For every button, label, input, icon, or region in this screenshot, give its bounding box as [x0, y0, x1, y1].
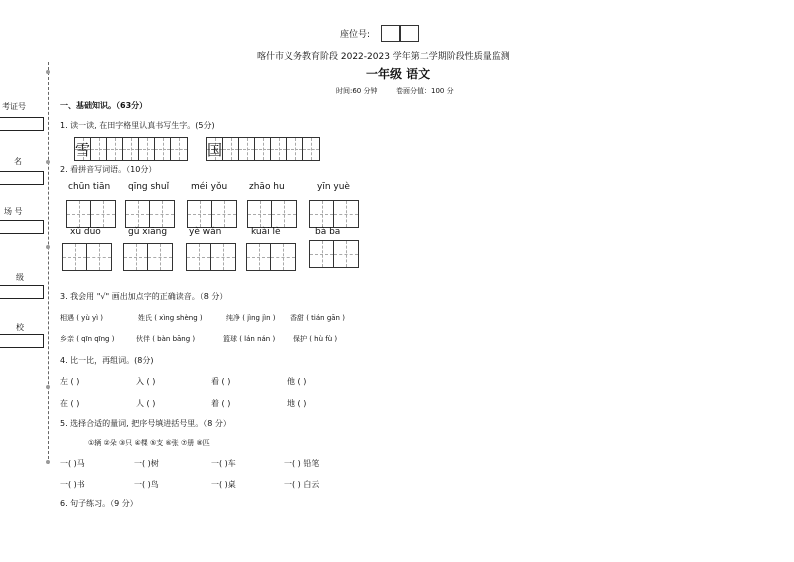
word-box[interactable] [246, 243, 296, 271]
q4-title: 4. 比一比，再组词。(8分) [60, 356, 154, 365]
measure-word-options: ①辆 ②朵 ③只 ④棵 ⑤支 ⑥张 ⑦册 ⑧匹 [88, 439, 210, 447]
compare-item[interactable]: 看 ( ) [211, 377, 231, 386]
pronunciation-item[interactable]: 相遇 ( yù yì ) [60, 314, 104, 322]
binding-cut-line [48, 62, 49, 464]
pinyin-label: zhāo hu [249, 182, 285, 192]
char-grid-1[interactable] [74, 137, 188, 161]
word-box[interactable] [187, 200, 237, 228]
measure-item[interactable]: 一( ) 白云 [284, 480, 320, 489]
pinyin-label: bà ba [315, 227, 341, 237]
pronunciation-item[interactable]: 篮球 ( lán nán ) [223, 335, 276, 343]
cut-mark [46, 160, 50, 164]
pinyin-label: chūn tiān [68, 182, 111, 192]
char-cell[interactable] [171, 138, 187, 160]
word-box[interactable] [62, 243, 112, 271]
compare-item[interactable]: 地 ( ) [287, 399, 307, 408]
word-box[interactable] [186, 243, 236, 271]
cut-mark [46, 385, 50, 389]
exam-id-label: 考证号 [2, 102, 26, 111]
word-box[interactable] [247, 200, 297, 228]
exam-id-field[interactable] [0, 117, 44, 131]
cut-mark [46, 460, 50, 464]
name-label: 名 [14, 157, 22, 166]
measure-item[interactable]: 一( )书 [60, 480, 85, 489]
compare-item[interactable]: 左 ( ) [60, 377, 80, 386]
page-title: 一年级 语文 [366, 67, 431, 81]
exam-time: 时间:60 分钟 [336, 87, 378, 95]
grade-label: 级 [16, 273, 24, 282]
pinyin-label: yè wǎn [189, 227, 222, 237]
seat-label: 座位号: [340, 30, 371, 40]
exam-score: 卷面分值：100 分 [396, 87, 454, 95]
pronunciation-item[interactable]: 香甜 ( tián gān ) [290, 314, 345, 322]
pinyin-label: xǔ duō [70, 227, 101, 237]
pinyin-label: gǔ xiāng [128, 227, 168, 237]
measure-item[interactable]: 一( )马 [60, 459, 85, 468]
q6-title: 6. 句子练习。（9 分） [60, 499, 138, 508]
char-cell[interactable] [255, 138, 271, 160]
measure-item[interactable]: 一( )桌 [211, 480, 236, 489]
school-label: 校 [16, 323, 24, 332]
pronunciation-item[interactable]: 纯净 ( jìng jìn ) [226, 314, 276, 322]
school-field[interactable] [0, 334, 44, 348]
room-label: 场 号 [4, 207, 23, 216]
char-cell[interactable] [271, 138, 287, 160]
measure-item[interactable]: 一( )鸟 [134, 480, 159, 489]
word-box[interactable] [125, 200, 175, 228]
char-grid-2[interactable] [206, 137, 320, 161]
word-box[interactable] [309, 200, 359, 228]
compare-item[interactable]: 人 ( ) [136, 399, 156, 408]
pronunciation-item[interactable]: 伙伴 ( bàn bāng ) [136, 335, 196, 343]
compare-item[interactable]: 在 ( ) [60, 399, 80, 408]
pinyin-label: kuài lè [251, 227, 281, 237]
char-model: 雪 [75, 140, 91, 159]
pinyin-label: yīn yuè [317, 182, 350, 192]
room-field[interactable] [0, 220, 44, 234]
measure-item[interactable]: 一( )树 [134, 459, 159, 468]
compare-item[interactable]: 入 ( ) [136, 377, 156, 386]
char-cell[interactable] [223, 138, 239, 160]
word-box[interactable] [123, 243, 173, 271]
char-cell[interactable] [303, 138, 319, 160]
pronunciation-item[interactable]: 姓氏 ( xìng shèng ) [138, 314, 203, 322]
word-box[interactable] [309, 240, 359, 268]
section-title: 一、基础知识。（63分） [60, 101, 148, 110]
name-field[interactable] [0, 171, 44, 185]
char-cell[interactable] [107, 138, 123, 160]
cut-mark [46, 70, 50, 74]
measure-item[interactable]: 一( )车 [211, 459, 236, 468]
grade-field[interactable] [0, 285, 44, 299]
char-cell[interactable] [91, 138, 107, 160]
q5-title: 5. 选择合适的量词, 把序号填进括号里。（8 分） [60, 419, 231, 428]
q1-title: 1. 读一读, 在田字格里认真书写生字。(5分) [60, 121, 215, 130]
pronunciation-item[interactable]: 保护 ( hù fù ) [293, 335, 338, 343]
measure-item[interactable]: 一( ) 铅笔 [284, 459, 320, 468]
cut-mark [46, 245, 50, 249]
char-cell[interactable] [239, 138, 255, 160]
pronunciation-item[interactable]: 乡亲 ( qīn qīng ) [60, 335, 115, 343]
char-cell[interactable] [123, 138, 139, 160]
char-cell[interactable] [287, 138, 303, 160]
compare-item[interactable]: 着 ( ) [211, 399, 231, 408]
char-cell[interactable] [139, 138, 155, 160]
char-cell[interactable] [155, 138, 171, 160]
compare-item[interactable]: 他 ( ) [287, 377, 307, 386]
q3-title: 3. 我会用 "√" 画出加点字的正确读音。（8 分） [60, 292, 228, 301]
seat-box-2[interactable] [400, 25, 419, 42]
word-box[interactable] [66, 200, 116, 228]
exam-header: 喀什市义务教育阶段 2022-2023 学年第二学期阶段性质量监测 [257, 52, 510, 62]
char-model: 国 [207, 140, 223, 159]
pinyin-label: méi yǒu [191, 182, 228, 192]
q2-title: 2. 看拼音写词语。（10分） [60, 165, 157, 174]
pinyin-label: qīng shuǐ [128, 182, 170, 192]
seat-box-1[interactable] [381, 25, 400, 42]
